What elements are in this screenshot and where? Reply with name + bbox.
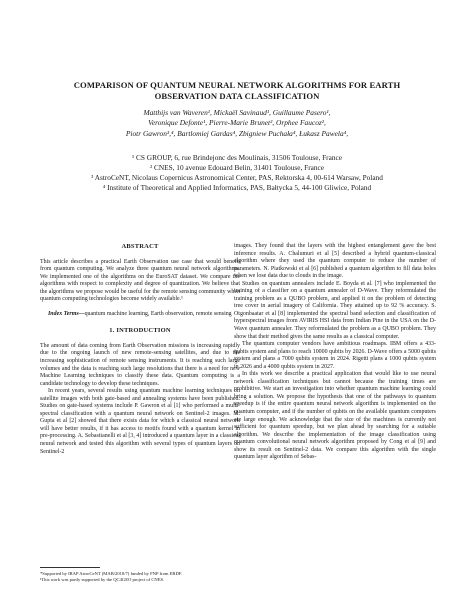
title-line-1: COMPARISON OF QUANTUM NEURAL NETWORK ALGORITHMS FOR EARTH bbox=[73, 80, 401, 90]
author-list bbox=[40, 108, 434, 139]
affiliation-1: ¹ CS GROUP, 6, rue Brindejonc des Moulinais, 31506 Toulouse, France bbox=[132, 153, 342, 162]
right-paragraph-4: In this work we describe a practical application that would like to use neural network classification techniques but cannot because the training times are prohibitive. We start an investigation into whether quantum machine learning could bring a solution. We propose the hypothesis that one of the pathways to quantum speedup is if the entire quantum neural network algorithm is implemented on the quantum computer, and if the number of qubits on the available quantum computers are large enough. We acknowledge that the size of the machines is currently not sufficient for quantum speedup, but we plan ahead by searching for a suitable algorithm. We describe the implementation of the image classification using quantum convolutional neural network algorithm proposed by Cong et al [9] and show its result on Sentinel-2 data. We compare this algorithm with the single quantum layer algorithm of Sebas- bbox=[234, 371, 436, 461]
right-paragraph-1: images. They found that the layers with the highest entanglement gave the best inference results. A. Chalumuri et al [5] described a hybrid quantum-classical algorithm where they used the quantum computer to reduce the number of parameters. N. Piatkowski et al [6] published a quantum algorithm to fill data holes when we lose data due to clouds in the image. bbox=[234, 243, 436, 280]
intro-paragraph-1: The amount of data coming from Earth Observation missions is increasing rapidly due to the ongoing launch of new remote-sensing satellites, and due to the increasing sophistication of remote sensing instruments. It is reaching such large volumes and the data is reaching such large resolutions that there is a need for new Machine Learning techniques to classify these data. Quantum computing is a candidate technology to develop these techniques. bbox=[40, 342, 240, 387]
right-paragraph-3: The quantum computer vendors have ambitious roadmaps. IBM offers a 433-qubits system and plans to reach 10000 qubits by 2026. D-Wave offers a 5000 qubits system and plans a 7000 qubits system in 2024. Rigetti plans a 1000 qubits system in 2026 and a 4000 qubits system in 2027. bbox=[234, 341, 436, 370]
intro-paragraph-2: In recent years, several results using quantum machine learning techniques on satellite images with both gate-based and annealing systems have been published. Studies on gate-based systems include P. Gawron et al [1] who performed a multi-spectral classification with a quantum neural network on Sentinel-2 images. M. Gupta et al [2] showed that there exists data for which a classical neural network will have better results, if it has access to motifs found with a quantum kernel in pre-processing. A. Sebastianelli et al [3, 4] introduced a quantum layer in a classical neural network and tested this algorithm with several types of quantum layers on Sentinel-2 bbox=[40, 388, 240, 455]
footnotes bbox=[40, 567, 240, 583]
right-column bbox=[234, 243, 436, 462]
title-line-2: OBSERVATION DATA CLASSIFICATION bbox=[154, 91, 320, 101]
abstract-text: This article describes a practical Earth Observation use case that would benefit from quantum computing. We analyze three quantum neural network algorithms. We implemented one of the algorithms on the EuroSAT dataset. We compare the algorithms with respect to complexity and degree of quantization. We believe that the algorithms we propose would be useful for the remote sensing community when quantum computing technologies become widely available.¹ bbox=[40, 258, 240, 303]
authors-line-3: Piotr Gawron³,⁴, Bartlomiej Gardas⁴, Zbigniew Puchała⁴, Łukasz Pawela⁴, bbox=[125, 128, 349, 138]
paper-title bbox=[40, 80, 434, 102]
abstract-heading: ABSTRACT bbox=[121, 243, 159, 250]
authors-line-2: Veronique Defonte¹, Pierre-Marie Brunet², Orphee Faucoz², bbox=[148, 118, 326, 128]
affiliations bbox=[40, 153, 434, 193]
index-terms-text: quantum machine learning, Earth observation, remote sensing bbox=[84, 310, 232, 317]
index-terms-label: Index Terms— bbox=[48, 310, 85, 317]
affiliation-4: ⁴ Institute of Theoretical and Applied Informatics, PAS, Bałtycka 5, 44-100 Gliwice, Poland bbox=[102, 183, 372, 193]
authors-line-1: Matthijs van Waveren¹, Mickaël Savinaud¹, Guillaume Pasero¹, bbox=[143, 108, 331, 117]
left-column bbox=[40, 243, 240, 456]
index-terms bbox=[40, 311, 240, 319]
affiliation-3: ³ AstroCeNT, Nicolaus Copernicus Astronomical Center, PAS, Rektorska 4, 00-614 Warsaw, Poland bbox=[91, 173, 383, 183]
right-paragraph-2: Studies on quantum annealers include E. Boyda et al. [7] who implemented the training of a classifier on a quantum annealer of D-Wave. They reformulated the training problem as a QUBO problem, and applied it on the problem of detecting tree cover in aerial imagery of California. They attained up to 92 % accuracy. S. Otgonbaatar et al [8] implemented the spectral band selection and classification of hyperspectral images from AVIRIS HSI data from Indian Pine in the USA on the D-Wave quantum annealer. They reformulated the problem as a QUBO problem. They show that their method gives the same results as a classical computer. bbox=[234, 280, 436, 340]
introduction-heading: 1. INTRODUCTION bbox=[109, 327, 171, 335]
footnote-2: ¹This work was partly supported by the QC4GEO project of CNES. bbox=[40, 577, 165, 582]
affiliation-2: ² CNES, 10 avenue Edouard Belin, 31401 Toulouse, France bbox=[149, 163, 324, 173]
footnote-divider bbox=[40, 567, 100, 568]
footnote-1: *Supported by IRAP AstroCeNT (MAB/2018/7) funded by FNP from ERDF. bbox=[40, 571, 183, 576]
